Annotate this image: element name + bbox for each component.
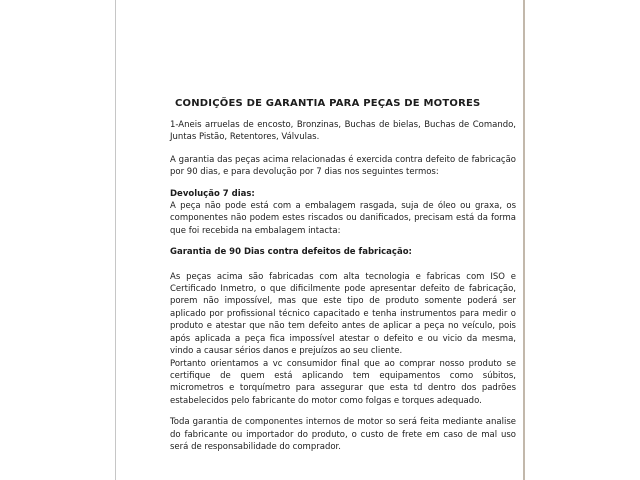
warranty-90-body-2: Portanto orientamos a vc consumidor final que ao comprar nosso produto se certifique de quem está aplicando tem equipamentos como súbitos, micrometros e torquímetro para assegurar que esta td dentro dos padrões estabelecidos pelo fabricante do motor como folgas e torques adequado. — [170, 358, 516, 406]
page-margin-line-left — [115, 0, 116, 480]
document-content — [170, 97, 516, 453]
parts-list-paragraph: 1-Aneis arruelas de encosto, Bronzinas, Buchas de bielas, Buchas de Comando, Juntas Pistão, Retentores, Válvulas. — [170, 120, 516, 143]
return-policy-body: A peça não pode está com a embalagem rasgada, suja de óleo ou graxa, os componentes não podem estes riscados ou danificados, precisam está da forma que foi recebida na embalagem intacta: — [170, 201, 516, 236]
return-policy-heading: Devolução 7 dias: — [170, 188, 255, 199]
warranty-90-body-1: As peças acima são fabricadas com alta tecnologia e fabricas com ISO e Certificado Inmetro, o que dificilmente pode apresentar defeito de fabricação, porem não impossível, mas que este tipo de produto somente poderá ser aplicado por profissional técnico capacitado e tenha instrumentos para medir o produto e atestar que não tem defeito antes de aplicar a peça no veículo, pois após aplicada a peça fica impossível atestar o defeito e ou vicio da mesma, vindo a causar sérios danos e prejuízos ao seu cliente. — [170, 271, 516, 357]
warranty-90-heading: Garantia de 90 Dias contra defeitos de fabricação: — [170, 247, 412, 258]
page-margin-line-right — [523, 0, 525, 480]
warranty-summary-paragraph: A garantia das peças acima relacionadas é exercida contra defeito de fabricação por 90 dias, e para devolução por 7 dias nos seguintes termos: — [170, 154, 516, 178]
closing-paragraph: Toda garantia de componentes internos de motor so será feita mediante analise do fabricante ou importador do produto, o custo de frete em caso de mal uso será de responsabilidade do comprador. — [170, 417, 516, 452]
document-title: CONDIÇÕES DE GARANTIA PARA PEÇAS DE MOTORES — [175, 98, 481, 109]
